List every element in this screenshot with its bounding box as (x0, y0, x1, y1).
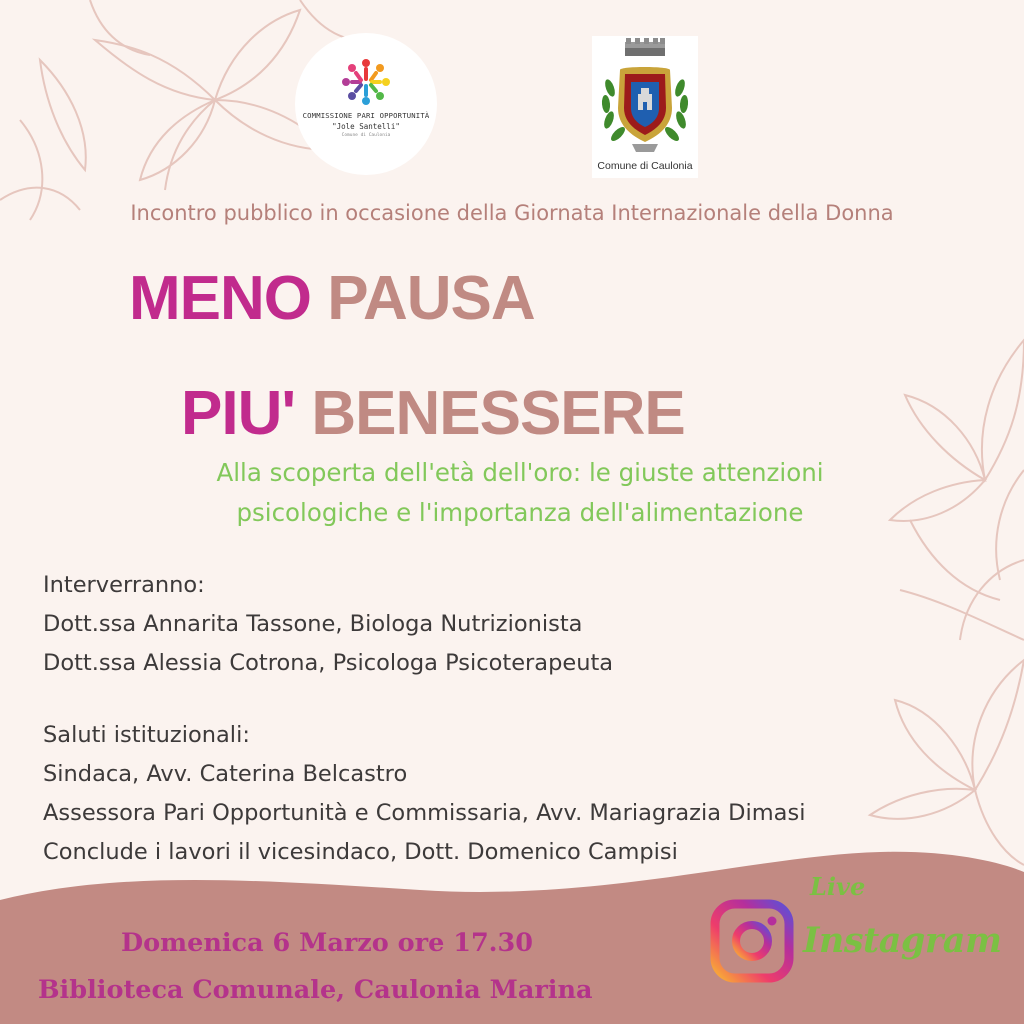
instagram-label: Instagram (803, 920, 1002, 961)
speaker-item: Dott.ssa Alessia Cotrona, Psicologa Psicoterapeuta (43, 650, 614, 676)
logo-text-line3: Comune di Caulonia (341, 133, 391, 138)
event-date: Domenica 6 Marzo ore 17.30 (121, 928, 534, 958)
tagline-line2: psicologiche e l'importanza dell'alimentazione (236, 498, 804, 527)
logo-text-line1: COMMISSIONE PARI OPPORTUNITÀ (302, 111, 430, 120)
speakers-heading: Interverranno: (43, 572, 205, 598)
headline-word-benessere: BENESSERE (311, 379, 685, 448)
greetings-heading: Saluti istituzionali: (43, 722, 250, 748)
speaker-item: Dott.ssa Annarita Tassone, Biologa Nutrizionista (43, 611, 583, 637)
logo-text-line2: "Jole Santelli" (332, 122, 400, 131)
greeting-item: Conclude i lavori il vicesindaco, Dott. Domenico Campisi (43, 839, 678, 865)
greeting-item: Assessora Pari Opportunità e Commissaria, Avv. Mariagrazia Dimasi (43, 800, 806, 826)
tagline-line1: Alla scoperta dell'età dell'oro: le giuste attenzioni (216, 458, 824, 487)
headline-word-meno: MENO (129, 264, 311, 333)
headline-word-piu: PIU' (181, 379, 296, 448)
greeting-item: Sindaca, Avv. Caterina Belcastro (43, 761, 408, 787)
live-label: Live (810, 872, 866, 901)
instagram-icon (709, 898, 795, 984)
event-subtitle: Incontro pubblico in occasione della Giornata Internazionale della Donna (130, 201, 894, 225)
event-place: Biblioteca Comunale, Caulonia Marina (38, 975, 593, 1005)
headline-word-pausa: PAUSA (327, 264, 535, 333)
comune-caption: Comune di Caulonia (597, 160, 693, 172)
